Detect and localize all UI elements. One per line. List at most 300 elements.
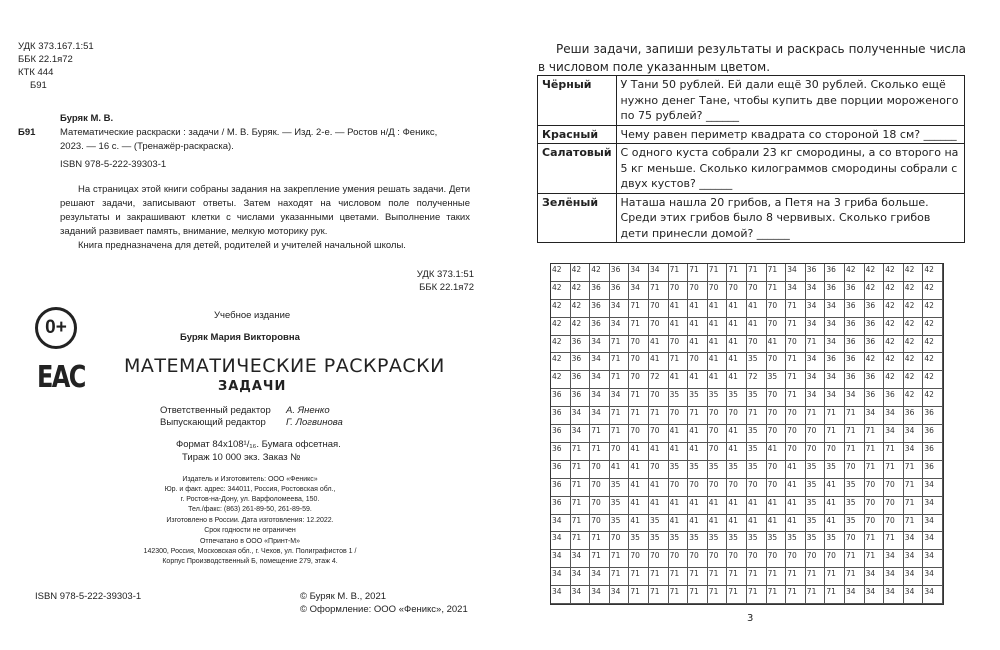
- grid-cell: 34: [865, 586, 885, 604]
- grid-cell: 70: [727, 550, 747, 568]
- grid-cell: 71: [747, 568, 767, 586]
- bbk-top: ББК 22.1я72: [18, 54, 73, 65]
- grid-cell: 35: [688, 461, 708, 479]
- grid-cell: 34: [806, 282, 826, 300]
- code-b91-top: Б91: [30, 80, 47, 91]
- publisher-2: Юр. и факт. адрес: 344011, Россия, Ростовская обл.,: [164, 486, 336, 493]
- grid-cell: 71: [590, 532, 610, 550]
- grid-cell: 41: [767, 515, 787, 533]
- grid-cell: 41: [688, 425, 708, 443]
- grid-cell: 70: [767, 479, 787, 497]
- task-color-label: Салатовый: [538, 144, 617, 194]
- grid-cell: 70: [825, 550, 845, 568]
- grid-cell: 71: [708, 586, 728, 604]
- grid-cell: 35: [669, 532, 689, 550]
- grid-cell: 41: [708, 336, 728, 354]
- publisher-4: Тел./факс: (863) 261-89-50, 261-89-59.: [188, 506, 312, 513]
- grid-cell: 41: [629, 461, 649, 479]
- grid-cell: 71: [865, 550, 885, 568]
- grid-cell: 71: [688, 586, 708, 604]
- grid-cell: 41: [708, 515, 728, 533]
- grid-cell: 42: [571, 282, 591, 300]
- grid-cell: 70: [767, 550, 787, 568]
- grid-cell: 70: [688, 353, 708, 371]
- grid-cell: 70: [669, 550, 689, 568]
- grid-cell: 70: [629, 336, 649, 354]
- grid-cell: 41: [669, 443, 689, 461]
- grid-cell: 42: [904, 282, 924, 300]
- grid-cell: 71: [786, 568, 806, 586]
- grid-cell: 35: [610, 479, 630, 497]
- grid-cell: 70: [865, 515, 885, 533]
- grid-cell: 35: [806, 461, 826, 479]
- grid-cell: 42: [845, 264, 865, 282]
- grid-cell: 41: [727, 353, 747, 371]
- grid-cell: 70: [884, 515, 904, 533]
- made-in: Изготовлено в России. Дата изготовления: 12.2022.: [166, 517, 334, 524]
- grid-cell: 71: [727, 568, 747, 586]
- publisher-1: Издатель и Изготовитель: ООО «Феникс»: [182, 476, 318, 483]
- editor-label: Ответственный редактор: [160, 405, 271, 416]
- grid-cell: 70: [649, 425, 669, 443]
- instruction: Реши задачи, запиши результаты и раскрась полученные числа в числовом поле указанным цветом.: [538, 42, 966, 74]
- grid-cell: 35: [649, 515, 669, 533]
- grid-cell: 41: [669, 371, 689, 389]
- grid-cell: 36: [551, 461, 571, 479]
- print-run-line: Тираж 10 000 экз. Заказ №: [182, 452, 301, 463]
- grid-cell: 71: [649, 407, 669, 425]
- grid-cell: 42: [923, 300, 943, 318]
- grid-cell: 35: [708, 461, 728, 479]
- grid-cell: 42: [923, 264, 943, 282]
- grid-cell: 34: [806, 318, 826, 336]
- grid-cell: 34: [590, 568, 610, 586]
- grid-cell: 42: [884, 264, 904, 282]
- grid-cell: 34: [904, 550, 924, 568]
- grid-cell: 70: [806, 443, 826, 461]
- release-editor-name: Г. Логвинова: [286, 417, 343, 428]
- grid-cell: 36: [571, 389, 591, 407]
- grid-cell: 34: [571, 568, 591, 586]
- task-text: У Тани 50 рублей. Ей дали ещё 30 рублей. Сколько ещё нужно денег Тане, чтобы купить две порции мороженого по 75 рублей? ______: [616, 76, 964, 126]
- grid-cell: 35: [806, 515, 826, 533]
- grid-cell: 36: [904, 407, 924, 425]
- grid-cell: 71: [767, 282, 787, 300]
- grid-cell: 70: [590, 461, 610, 479]
- grid-cell: 34: [551, 532, 571, 550]
- number-field-grid: [550, 263, 944, 605]
- grid-cell: 42: [571, 318, 591, 336]
- grid-cell: 70: [727, 479, 747, 497]
- grid-cell: 70: [825, 443, 845, 461]
- grid-cell: 35: [806, 532, 826, 550]
- grid-cell: 34: [825, 300, 845, 318]
- grid-cell: 34: [845, 389, 865, 407]
- grid-cell: 70: [767, 300, 787, 318]
- grid-cell: 35: [610, 515, 630, 533]
- grid-cell: 35: [747, 443, 767, 461]
- grid-cell: 41: [727, 497, 747, 515]
- grid-cell: 42: [551, 282, 571, 300]
- grid-cell: 41: [767, 336, 787, 354]
- grid-cell: 71: [571, 479, 591, 497]
- grid-cell: 36: [571, 353, 591, 371]
- grid-cell: 34: [610, 586, 630, 604]
- grid-cell: 41: [688, 336, 708, 354]
- grid-cell: 36: [610, 264, 630, 282]
- grid-cell: 34: [923, 568, 943, 586]
- grid-cell: 42: [904, 389, 924, 407]
- grid-cell: 72: [649, 371, 669, 389]
- grid-cell: 34: [904, 425, 924, 443]
- grid-cell: 71: [571, 497, 591, 515]
- grid-cell: 36: [923, 425, 943, 443]
- grid-cell: 70: [649, 318, 669, 336]
- grid-cell: 41: [688, 443, 708, 461]
- grid-cell: 70: [590, 479, 610, 497]
- grid-cell: 34: [649, 264, 669, 282]
- grid-cell: 71: [571, 532, 591, 550]
- isbn-bottom: ISBN 978-5-222-39303-1: [35, 591, 142, 602]
- task-row: [538, 76, 965, 126]
- grid-cell: 41: [669, 425, 689, 443]
- format-line: Формат 84x108¹/₁₆. Бумага офсетная.: [176, 439, 341, 450]
- grid-cell: 35: [688, 532, 708, 550]
- grid-cell: 71: [786, 318, 806, 336]
- grid-cell: 41: [767, 443, 787, 461]
- grid-cell: 36: [865, 318, 885, 336]
- grid-cell: 36: [590, 318, 610, 336]
- grid-cell: 35: [747, 389, 767, 407]
- grid-cell: 42: [590, 264, 610, 282]
- grid-cell: 41: [825, 515, 845, 533]
- grid-cell: 42: [865, 353, 885, 371]
- grid-cell: 71: [708, 568, 728, 586]
- grid-cell: 34: [571, 586, 591, 604]
- grid-cell: 34: [571, 407, 591, 425]
- grid-cell: 71: [786, 353, 806, 371]
- grid-cell: 34: [551, 515, 571, 533]
- grid-cell: 35: [629, 532, 649, 550]
- grid-cell: 70: [727, 282, 747, 300]
- grid-cell: 34: [806, 371, 826, 389]
- grid-cell: 34: [590, 389, 610, 407]
- grid-cell: 41: [708, 497, 728, 515]
- grid-cell: 70: [669, 479, 689, 497]
- grid-cell: 34: [806, 300, 826, 318]
- grid-cell: 71: [669, 586, 689, 604]
- grid-cell: 34: [923, 532, 943, 550]
- grid-cell: 41: [825, 497, 845, 515]
- grid-cell: 41: [649, 443, 669, 461]
- task-row: [538, 125, 965, 144]
- grid-cell: 34: [806, 389, 826, 407]
- grid-cell: 70: [669, 336, 689, 354]
- grid-cell: 71: [590, 443, 610, 461]
- grid-cell: 34: [825, 371, 845, 389]
- task-text: Чему равен периметр квадрата со стороной 18 см? ______: [616, 125, 964, 144]
- grid-cell: 71: [629, 568, 649, 586]
- grid-cell: 34: [629, 282, 649, 300]
- grid-cell: 71: [806, 407, 826, 425]
- grid-cell: 71: [767, 264, 787, 282]
- grid-cell: 71: [786, 389, 806, 407]
- grid-cell: 70: [649, 389, 669, 407]
- grid-cell: 71: [865, 532, 885, 550]
- grid-cell: 71: [669, 353, 689, 371]
- grid-cell: 34: [884, 568, 904, 586]
- grid-cell: 34: [786, 282, 806, 300]
- grid-cell: 36: [923, 443, 943, 461]
- grid-cell: 36: [571, 336, 591, 354]
- grid-cell: 34: [551, 568, 571, 586]
- grid-cell: 71: [825, 586, 845, 604]
- grid-cell: 36: [865, 389, 885, 407]
- grid-cell: 71: [865, 443, 885, 461]
- grid-cell: 70: [649, 461, 669, 479]
- release-editor-label: Выпускающий редактор: [160, 417, 266, 428]
- grid-cell: 41: [747, 318, 767, 336]
- grid-cell: 70: [767, 353, 787, 371]
- grid-cell: 70: [884, 497, 904, 515]
- grid-cell: 36: [845, 353, 865, 371]
- grid-cell: 71: [610, 407, 630, 425]
- grid-cell: 72: [747, 371, 767, 389]
- grid-cell: 70: [708, 550, 728, 568]
- grid-cell: 70: [767, 461, 787, 479]
- grid-cell: 41: [786, 479, 806, 497]
- book-subtitle: ЗАДАЧИ: [218, 379, 287, 394]
- grid-cell: 42: [884, 282, 904, 300]
- grid-cell: 71: [825, 425, 845, 443]
- grid-cell: 42: [923, 353, 943, 371]
- page-number: 3: [747, 613, 754, 624]
- grid-cell: 71: [767, 586, 787, 604]
- shelf-life: Срок годности не ограничен: [204, 527, 296, 534]
- grid-cell: 35: [669, 389, 689, 407]
- grid-cell: 71: [904, 497, 924, 515]
- grid-cell: 36: [884, 389, 904, 407]
- grid-cell: 35: [669, 461, 689, 479]
- grid-cell: 36: [571, 371, 591, 389]
- grid-cell: 70: [688, 479, 708, 497]
- grid-cell: 35: [767, 532, 787, 550]
- grid-cell: 41: [688, 515, 708, 533]
- grid-cell: 41: [727, 443, 747, 461]
- grid-cell: 36: [825, 282, 845, 300]
- grid-cell: 71: [610, 550, 630, 568]
- grid-cell: 42: [551, 336, 571, 354]
- grid-cell: 41: [629, 497, 649, 515]
- grid-cell: 71: [629, 318, 649, 336]
- grid-cell: 41: [688, 318, 708, 336]
- grid-cell: 41: [786, 461, 806, 479]
- copyright-1: © Буряк М. В., 2021: [300, 591, 387, 602]
- grid-cell: 42: [923, 371, 943, 389]
- grid-cell: 42: [904, 353, 924, 371]
- grid-cell: 70: [708, 407, 728, 425]
- grid-cell: 34: [884, 586, 904, 604]
- grid-cell: 71: [904, 515, 924, 533]
- grid-cell: 71: [884, 532, 904, 550]
- age-rating-badge: 0+: [35, 307, 77, 349]
- grid-cell: 42: [904, 336, 924, 354]
- grid-cell: 35: [747, 425, 767, 443]
- grid-cell: 41: [669, 515, 689, 533]
- grid-cell: 71: [747, 264, 767, 282]
- grid-cell: 71: [884, 443, 904, 461]
- grid-cell: 42: [865, 282, 885, 300]
- grid-cell: 34: [571, 425, 591, 443]
- grid-cell: 35: [825, 532, 845, 550]
- grid-cell: 71: [845, 550, 865, 568]
- grid-cell: 70: [767, 407, 787, 425]
- grid-cell: 41: [669, 300, 689, 318]
- printer-address-2: Корпус Производственный Б, помещение 279, этаж 4.: [162, 558, 338, 565]
- grid-cell: 70: [629, 371, 649, 389]
- grid-cell: 41: [786, 497, 806, 515]
- edition-type: Учебное издание: [214, 310, 291, 321]
- grid-cell: 70: [590, 515, 610, 533]
- grid-cell: 42: [571, 264, 591, 282]
- grid-cell: 34: [571, 550, 591, 568]
- grid-cell: 70: [727, 407, 747, 425]
- grid-cell: 34: [825, 318, 845, 336]
- grid-cell: 71: [590, 425, 610, 443]
- grid-cell: 42: [884, 300, 904, 318]
- grid-cell: 42: [904, 300, 924, 318]
- grid-cell: 71: [767, 568, 787, 586]
- grid-cell: 34: [923, 479, 943, 497]
- grid-cell: 36: [551, 443, 571, 461]
- grid-cell: 71: [629, 407, 649, 425]
- grid-cell: 34: [904, 443, 924, 461]
- grid-cell: 34: [825, 389, 845, 407]
- grid-cell: 34: [590, 586, 610, 604]
- grid-cell: 71: [904, 479, 924, 497]
- grid-cell: 35: [767, 371, 787, 389]
- grid-cell: 71: [610, 371, 630, 389]
- grid-cell: 71: [786, 586, 806, 604]
- grid-cell: 42: [923, 318, 943, 336]
- grid-cell: 71: [727, 264, 747, 282]
- grid-cell: 71: [825, 407, 845, 425]
- grid-cell: 36: [551, 425, 571, 443]
- grid-cell: 71: [571, 461, 591, 479]
- grid-cell: 71: [806, 336, 826, 354]
- grid-cell: 71: [571, 443, 591, 461]
- grid-cell: 70: [845, 461, 865, 479]
- grid-cell: 36: [845, 282, 865, 300]
- book-title: МАТЕМАТИЧЕСКИЕ РАСКРАСКИ: [124, 355, 445, 377]
- grid-cell: 70: [649, 550, 669, 568]
- grid-cell: 71: [747, 586, 767, 604]
- grid-cell: 34: [884, 550, 904, 568]
- grid-cell: 41: [727, 371, 747, 389]
- grid-cell: 41: [708, 371, 728, 389]
- annotation-2: Книга предназначена для детей, родителей и учителей начальной школы.: [78, 240, 406, 251]
- grid-cell: 70: [767, 389, 787, 407]
- grid-cell: 70: [747, 282, 767, 300]
- eac-mark: EAC: [37, 360, 85, 395]
- grid-cell: 42: [904, 264, 924, 282]
- grid-cell: 41: [727, 515, 747, 533]
- grid-cell: 71: [610, 336, 630, 354]
- grid-cell: 71: [786, 300, 806, 318]
- grid-cell: 34: [551, 550, 571, 568]
- grid-cell: 71: [629, 300, 649, 318]
- grid-cell: 34: [629, 264, 649, 282]
- grid-cell: 71: [806, 568, 826, 586]
- author-full: Буряк Мария Викторовна: [180, 332, 300, 343]
- grid-cell: 70: [708, 425, 728, 443]
- task-text: С одного куста собрали 23 кг смородины, а со второго на 5 кг меньше. Сколько килограммов смородины собрали с двух кустов? ______: [616, 144, 964, 194]
- grid-cell: 41: [629, 515, 649, 533]
- task-color-label: Чёрный: [538, 76, 617, 126]
- grid-cell: 41: [786, 515, 806, 533]
- grid-cell: 70: [786, 407, 806, 425]
- grid-cell: 70: [767, 425, 787, 443]
- grid-cell: 71: [629, 389, 649, 407]
- grid-cell: 71: [629, 586, 649, 604]
- grid-cell: 34: [923, 515, 943, 533]
- grid-cell: 71: [727, 586, 747, 604]
- grid-cell: 36: [551, 497, 571, 515]
- grid-cell: 41: [688, 300, 708, 318]
- grid-cell: 71: [688, 568, 708, 586]
- grid-cell: 35: [727, 532, 747, 550]
- grid-cell: 41: [649, 353, 669, 371]
- grid-cell: 42: [884, 318, 904, 336]
- grid-cell: 35: [688, 389, 708, 407]
- grid-cell: 70: [590, 497, 610, 515]
- grid-cell: 36: [551, 407, 571, 425]
- task-color-label: Зелёный: [538, 193, 617, 243]
- grid-cell: 34: [590, 336, 610, 354]
- grid-cell: 71: [884, 461, 904, 479]
- copyright-2: © Оформление: ООО «Феникс», 2021: [300, 604, 468, 615]
- grid-cell: 42: [884, 336, 904, 354]
- grid-cell: 34: [923, 497, 943, 515]
- grid-cell: 71: [610, 353, 630, 371]
- grid-cell: 36: [845, 336, 865, 354]
- grid-cell: 34: [904, 586, 924, 604]
- grid-cell: 36: [806, 264, 826, 282]
- grid-cell: 34: [923, 586, 943, 604]
- grid-cell: 70: [688, 282, 708, 300]
- grid-cell: 41: [727, 318, 747, 336]
- grid-cell: 70: [610, 443, 630, 461]
- grid-cell: 42: [904, 371, 924, 389]
- grid-cell: 41: [629, 443, 649, 461]
- udk-right: УДК 373.1:51: [416, 269, 474, 280]
- grid-cell: 35: [708, 532, 728, 550]
- editor-name: А. Яненко: [286, 405, 330, 416]
- grid-cell: 42: [571, 300, 591, 318]
- grid-cell: 35: [825, 461, 845, 479]
- grid-cell: 42: [923, 389, 943, 407]
- grid-cell: 70: [747, 336, 767, 354]
- grid-cell: 70: [629, 550, 649, 568]
- task-color-label: Красный: [538, 125, 617, 144]
- grid-cell: 41: [669, 497, 689, 515]
- grid-cell: 71: [845, 568, 865, 586]
- grid-cell: 70: [786, 550, 806, 568]
- grid-cell: 34: [610, 300, 630, 318]
- grid-cell: 41: [825, 479, 845, 497]
- printed-in: Отпечатано в ООО «Принт-М»: [199, 538, 300, 545]
- grid-cell: 36: [825, 264, 845, 282]
